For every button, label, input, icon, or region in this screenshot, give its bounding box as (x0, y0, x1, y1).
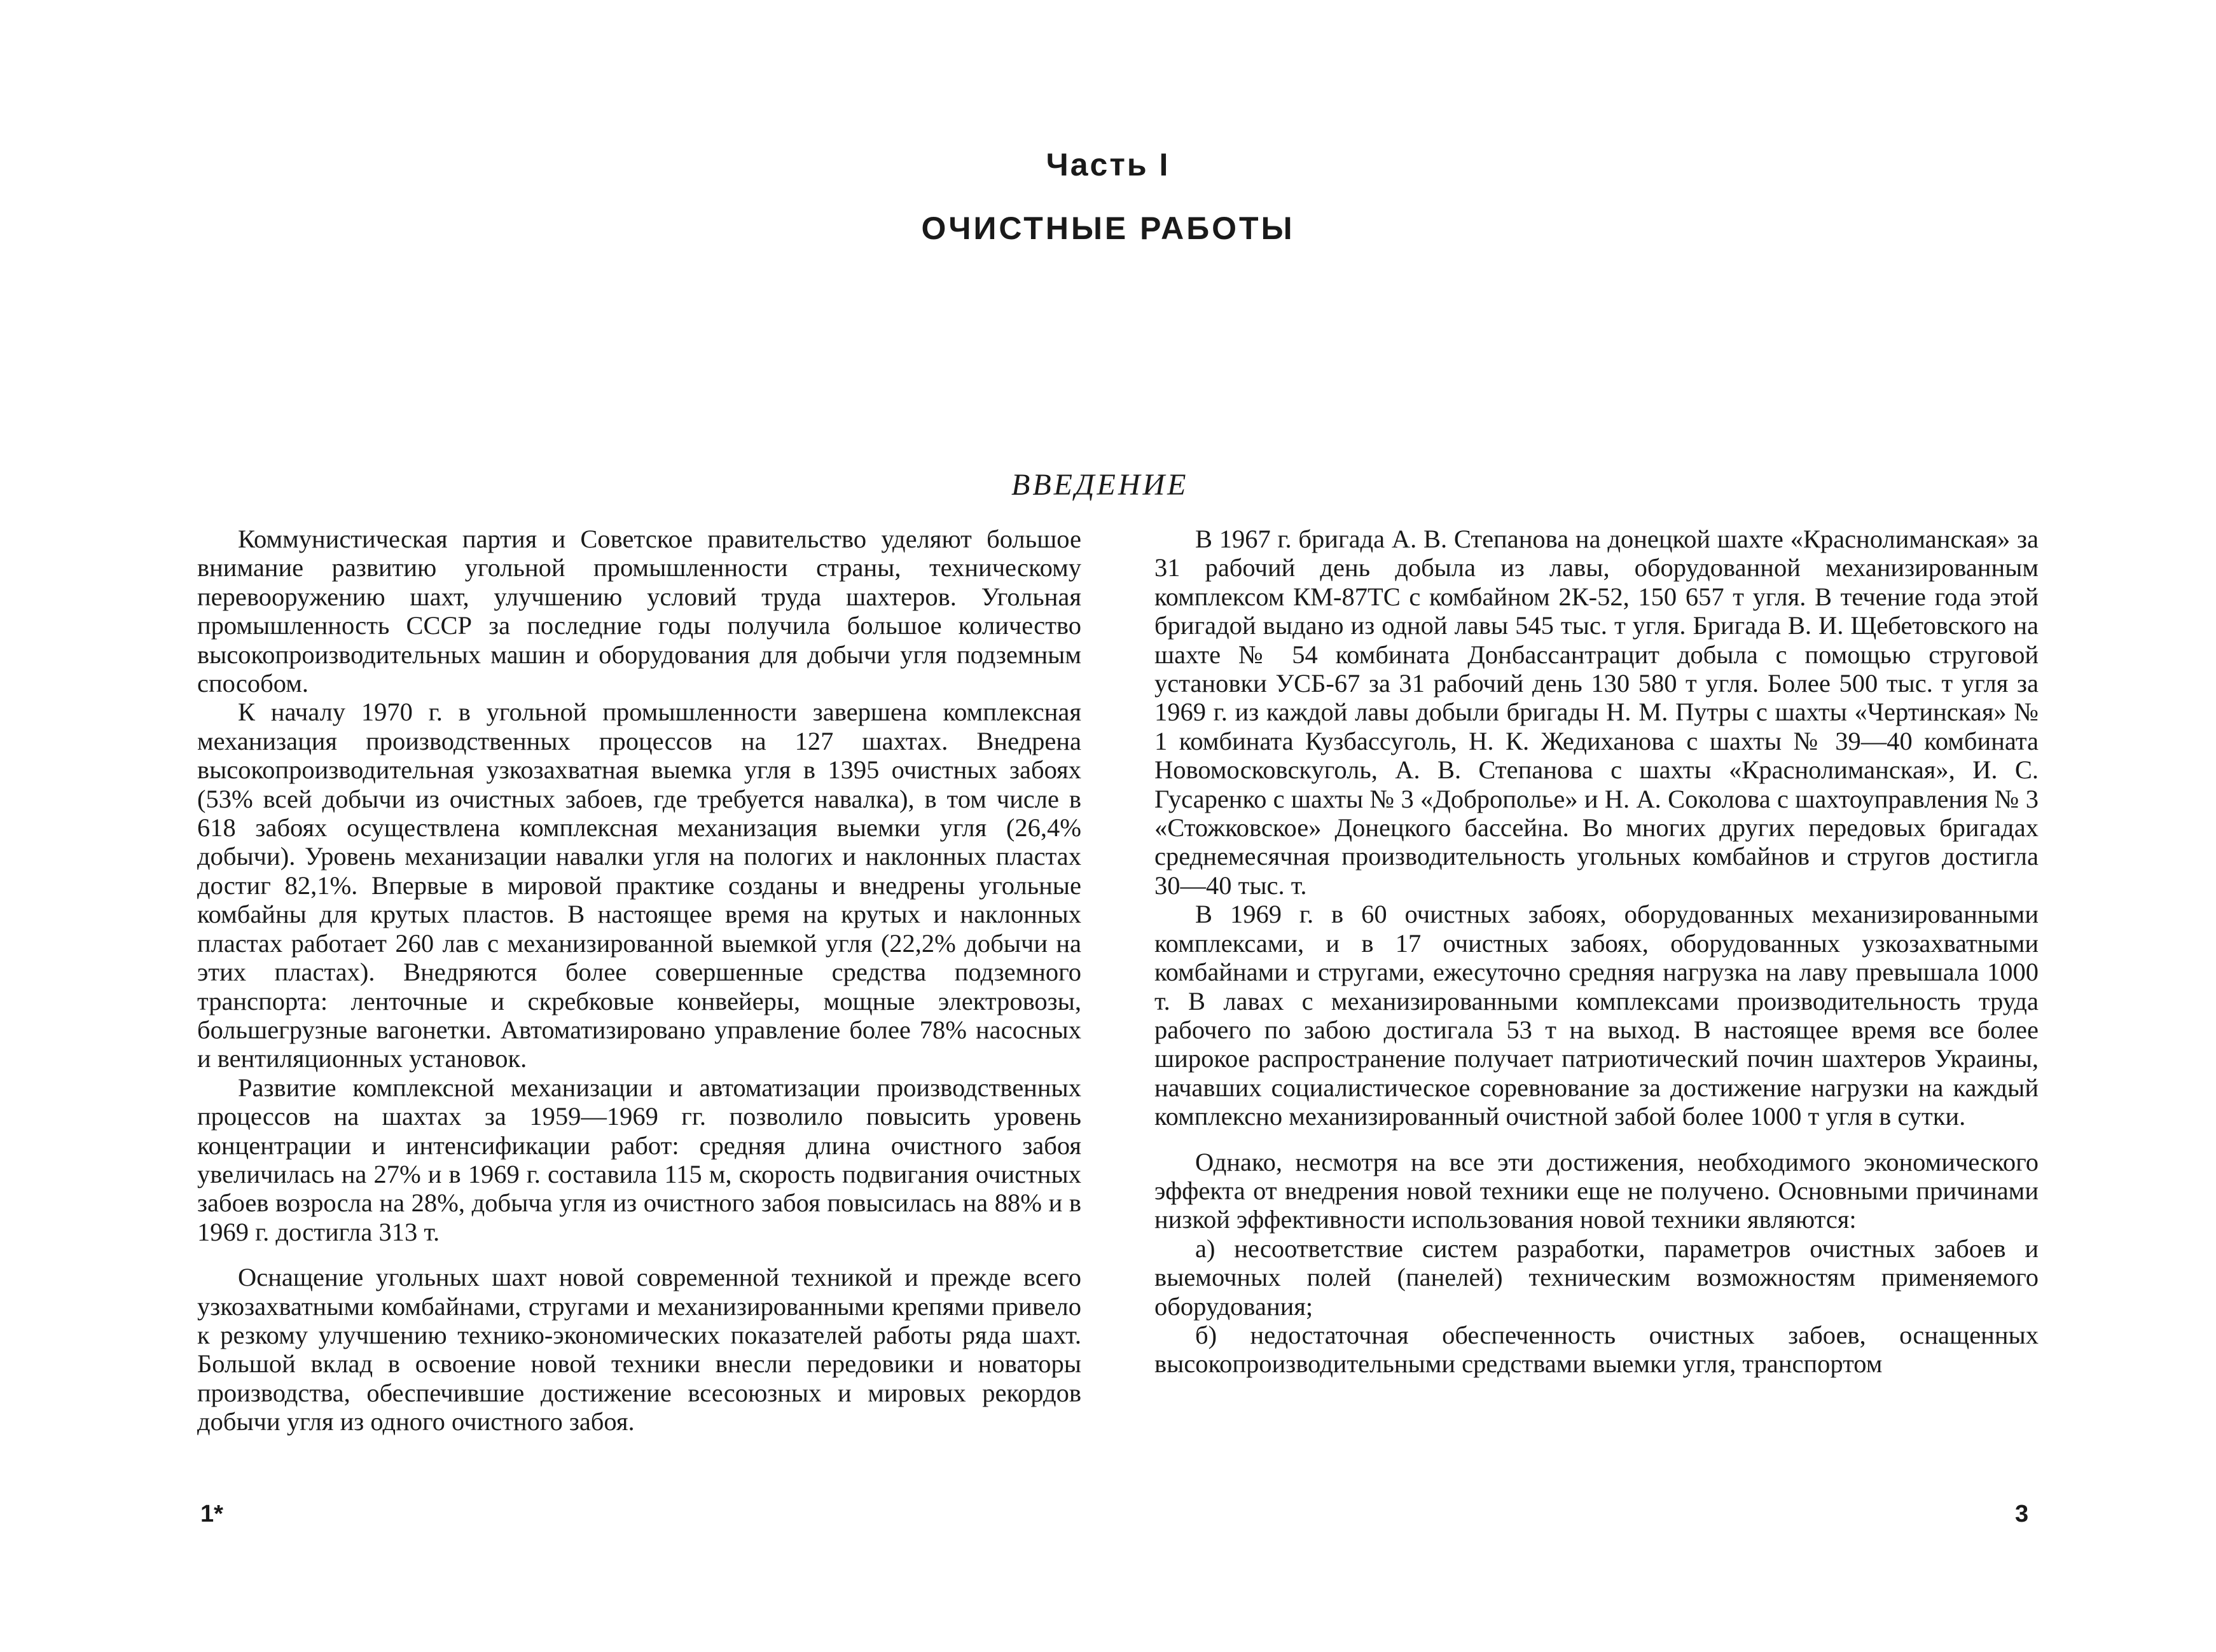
right-paragraph-3: Однако, несмотря на все эти достижения, необходимого экономического эффекта от внедрения новой техники еще не получено. Основными причинами низкой эффективности использования новой техники являются: (1154, 1147, 2039, 1234)
right-paragraph-4: а) несоответствие систем разработки, параметров очистных забоев и выемочных полей (панелей) техническим возможностям применяемого оборудования; (1154, 1234, 2039, 1321)
right-paragraph-2: В 1969 г. в 60 очистных забоях, оборудованных механизированными комплексами, и в 17 очистных забоях, оборудованных узкозахватными комбайнами и стругами, ежесуточно средняя нагрузка на лаву превышала 1000 т. В лавах с механизированными комплексами производительность труда рабочего по забою достигала 53 т на выход. В настоящее время все более широкое распространение получает патриотический почин шахтеров Украины, начавших социалистическое соревнование за достижение нагрузки на каждый комплексно механизированный очистной забой более 1000 т угля в сутки. (1154, 900, 2039, 1131)
right-paragraph-5: б) недостаточная обеспеченность очистных забоев, оснащенных высокопроизводительными средствами выемки угля, транспортом (1154, 1320, 2039, 1379)
left-text-column (197, 525, 1081, 1436)
page-number: 3 (2015, 1501, 2029, 1527)
part-title: Часть I (1046, 147, 1170, 182)
left-paragraph-2: К началу 1970 г. в угольной промышленности завершена комплексная механизация производственных процессов на 127 шахтах. Внедрена высокопроизводительная узкозахватная выемка угля в 1395 очистных забоях (53% всей добычи из очистных забоев, где требуется навалка), в том числе в 618 забоях осуществлена комплексная механизация выемки угля (26,4% добычи). Уровень механизации навалки угля на пологих и наклонных пластах достиг 82,1%. Впервые в мировой практике созданы и внедрены угольные комбайны для крутых пластов. В настоящее время на крутых и наклонных пластах работает 260 лав с механизированной выемкой угля (22,2% добычи на этих пластах). Внедряются более совершенные средства подземного транспорта: ленточные и скребковые конвейеры, мощные электровозы, большегрузные вагонетки. Автоматизировано управление более 78% насосных и вентиляционных установок. (197, 698, 1081, 1073)
right-paragraph-1: В 1967 г. бригада А. В. Степанова на донецкой шахте «Краснолиманская» за 31 рабочий день добыла из лавы, оборудованной механизированным комплексом КМ-87ТС с комбайном 2К-52, 150 657 т угля. В течение года этой бригадой выдано из одной лавы 545 тыс. т угля. Бригада В. И. Щебетовского на шахте № 54 комбината Донбассантрацит добыла с помощью струговой установки УСБ-67 за 31 рабочий день 130 580 т угля. Более 500 тыс. т угля за 1969 г. из каждой лавы добыли бригады Н. М. Путры с шахты «Чертинская» № 1 комбината Кузбассуголь, Н. К. Жедиханова с шахты № 39—40 комбината Новомосковскуголь, А. В. Степанова с шахты «Краснолиманская», И. С. Гусаренко с шахты № 3 «Доброполье» и Н. А. Соколова с шахтоуправления № 3 «Стожковское» Донецкого бассейна. Во многих других передовых бригадах среднемесячная производительность угольных комбайнов и стругов достигла 30—40 тыс. т. (1154, 525, 2039, 900)
left-paragraph-3: Развитие комплексной механизации и автоматизации производственных процессов на шахтах за 1959—1969 гг. позволило повысить уровень концентрации и интенсификации работ: средняя длина очистного забоя увеличилась на 27% и в 1969 г. составила 115 м, скорость подвигания очистных забоев возросла на 28%, добыча угля из очистного забоя повысилась на 88% и в 1969 г. достигла 313 т. (197, 1073, 1081, 1246)
section-title: ОЧИСТНЫЕ РАБОТЫ (921, 210, 1295, 246)
intro-heading: ВВЕДЕНИЕ (1011, 468, 1189, 502)
signature-mark: 1* (200, 1501, 223, 1527)
right-text-column (1154, 525, 2039, 1379)
left-paragraph-4: Оснащение угольных шахт новой современной техникой и прежде всего узкозахватными комбайнами, стругами и механизированными крепями привело к резкому улучшению технико-экономических показателей работы ряда шахт. Большой вклад в освоение новой техники внесли передовики и новаторы производства, обеспечившие достижение всесоюзных и мировых рекордов добычи угля из одного очистного забоя. (197, 1263, 1081, 1436)
left-paragraph-1: Коммунистическая партия и Советское правительство уделяют большое внимание развитию угольной промышленности страны, техническому перевооружению шахт, улучшению условий труда шахтеров. Угольная промышленность СССР за последние годы получила большое количество высокопроизводительных машин и оборудования для добычи угля подземным способом. (197, 525, 1081, 698)
